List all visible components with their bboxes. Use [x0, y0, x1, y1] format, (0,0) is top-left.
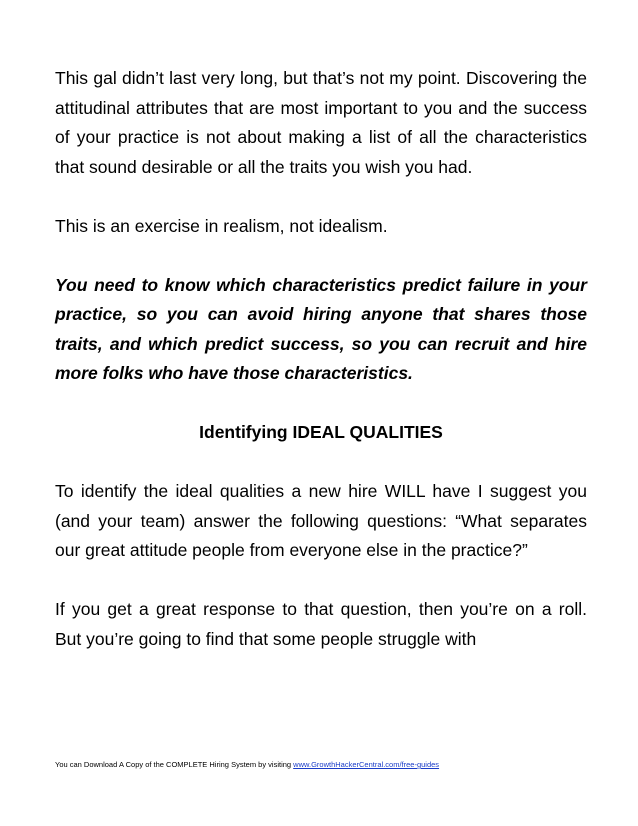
paragraph-gap	[55, 389, 587, 419]
paragraph-1: This gal didn’t last very long, but that’s not my point. Discovering the attitudinal attributes that are most important to you and the success of your practice is not about making a list of all the characteristics that sound desirable or all the traits you wish you had.	[55, 68, 587, 177]
paragraph-gap	[55, 182, 587, 212]
section-heading: Identifying IDEAL QUALITIES	[199, 422, 443, 442]
page-footer	[55, 760, 439, 769]
document-body	[55, 64, 587, 654]
paragraph-gap	[55, 448, 587, 478]
paragraph-2: This is an exercise in realism, not idealism.	[55, 215, 388, 236]
emphasis-paragraph: You need to know which characteristics predict failure in your practice, so you can avoid hiring anyone that shares those traits, and which predict success, so you can recruit and hire more folks who have those characteristics.	[55, 274, 587, 383]
footer-link[interactable]: www.GrowthHackerCentral.com/free-guides	[293, 760, 440, 769]
footer-text: You can Download A Copy of the COMPLETE Hiring System by visiting	[55, 760, 294, 769]
paragraph-4: To identify the ideal qualities a new hire WILL have I suggest you (and your team) answer the following questions: “What separates our great attitude people from everyone else in the practice?”	[55, 481, 587, 560]
paragraph-gap	[55, 241, 587, 271]
paragraph-gap	[55, 566, 587, 596]
paragraph-5: If you get a great response to that question, then you’re on a roll. But you’re going to find that some people struggle with	[55, 599, 587, 649]
